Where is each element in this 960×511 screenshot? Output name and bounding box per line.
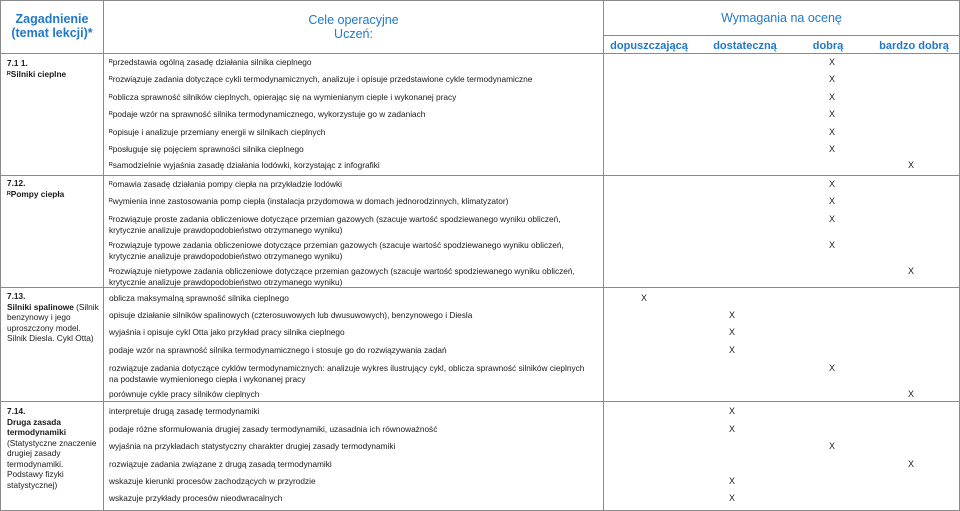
topic-description: (Statystyczne znaczenie drugiej zasady termodynamiki. Podstawy fizyki statystycznej) — [7, 437, 97, 490]
topic-header-title: Zagadnienie — [15, 12, 89, 26]
grade-mark: X — [728, 424, 735, 434]
column-divider-goals — [603, 0, 604, 511]
table-border-left — [0, 0, 1, 511]
grade-mark: X — [828, 127, 835, 137]
grade-mark: X — [828, 441, 835, 451]
requirement-text: ᴿrozwiązuje typowe zadania obliczeniowe dotyczące przemian gazowych (szacuje wartość spodziewanego wyniku obliczeń, krytycznie analizuje prawdopodobieństwo otrzymanego wyniku) — [109, 240, 564, 261]
topic-cell — [7, 178, 101, 199]
topic-number: 7.1 1. — [7, 58, 28, 68]
grade-header-dopuszczajaca: dopuszczającą — [610, 40, 688, 52]
requirement-text: wyjaśnia na przykładach statystyczny charakter drugiej zasady termodynamiki — [109, 441, 396, 451]
grade-mark: X — [828, 109, 835, 119]
grade-mark: X — [728, 493, 735, 503]
grade-mark: X — [907, 266, 914, 276]
goals-header-subtitle: Uczeń: — [334, 27, 373, 41]
requirement-text: ᴿomawia zasadę działania pompy ciepła na przykładzie lodówki — [109, 179, 342, 189]
grades-header-title: Wymagania na ocenę — [721, 11, 842, 25]
table-border-top — [0, 0, 960, 1]
requirement-text: ᴿrozwiązuje nietypowe zadania obliczeniowe dotyczące przemian gazowych (szacuje wartość spodziewanego wyniku obliczeń, krytycznie analizuje prawdopodobieństwo otrzymanego wyniku) — [109, 266, 575, 287]
topic-cell — [7, 406, 101, 490]
grade-mark: X — [907, 160, 914, 170]
requirement-text: wskazuje kierunki procesów zachodzących w przyrodzie — [109, 476, 316, 486]
grade-mark: X — [728, 310, 735, 320]
topic-cell — [7, 58, 101, 79]
grade-mark: X — [828, 196, 835, 206]
topic-description: (Silnik benzynowy i jego uproszczony model. Silnik Diesla. Cykl Otta) — [7, 301, 99, 343]
grade-mark: X — [828, 92, 835, 102]
requirement-text: ᴿoblicza sprawność silników cieplnych, opierając się na wymienianym cieple i wykonanej pracy — [109, 92, 457, 102]
grade-mark: X — [828, 57, 835, 67]
section-divider-3 — [0, 401, 960, 402]
topic-name: ᴿSilniki cieplne — [7, 68, 67, 79]
grade-mark: X — [728, 476, 735, 486]
topic-header-subtitle: (temat lekcji)* — [11, 26, 93, 40]
requirement-text: interpretuje drugą zasadę termodynamiki — [109, 406, 260, 416]
grade-mark: X — [828, 144, 835, 154]
requirement-text: ᴿopisuje i analizuje przemiany energii w silnikach cieplnych — [109, 127, 326, 137]
header-bottom-line — [0, 53, 960, 54]
requirement-text: ᴿposługuje się pojęciem sprawności silnika cieplnego — [109, 144, 304, 154]
requirement-text: ᴿpodaje wzór na sprawność silnika termodynamicznego, wykorzystuje go w zadaniach — [109, 109, 426, 119]
grade-mark: X — [907, 389, 914, 399]
requirement-text: ᴿsamodzielnie wyjaśnia zasadę działania lodówki, korzystając z infografiki — [109, 160, 380, 170]
goals-header-title: Cele operacyjne — [308, 13, 399, 27]
section-divider-2 — [0, 287, 960, 288]
grade-mark: X — [828, 363, 835, 373]
requirement-text: porównuje cykle pracy silników cieplnych — [109, 389, 260, 399]
requirement-text: rozwiązuje zadania dotyczące cyklów termodynamicznych: analizuje wykres ilustrujący cykl, oblicza sprawność silników cieplnych na podstawie wymienionego ciepła i wykonanej pracy — [109, 363, 585, 384]
topic-name: Silniki spalinowe — [7, 301, 74, 312]
requirement-text: ᴿrozwiązuje proste zadania obliczeniowe dotyczące przemian gazowych (szacuje wartość spodziewanego wyniku obliczeń, krytycznie analizuje prawdopodobieństwo otrzymanego wyniku) — [109, 214, 561, 235]
requirement-text: oblicza maksymalną sprawność silnika cieplnego — [109, 293, 289, 303]
grade-mark: X — [828, 240, 835, 250]
requirement-text: ᴿprzedstawia ogólną zasadę działania silnika cieplnego — [109, 57, 312, 67]
grade-mark: X — [728, 406, 735, 416]
requirement-text: podaje różne sformułowania drugiej zasady termodynamiki, uzasadnia ich równoważność — [109, 424, 438, 434]
section-divider-1 — [0, 175, 960, 176]
requirement-text: ᴿrozwiązuje zadania dotyczące cykli termodynamicznych, analizuje i opisuje przedstawione cykle termodynamiczne — [109, 74, 533, 84]
topic-number: 7.12. — [7, 178, 26, 188]
requirement-text: opisuje działanie silników spalinowych (czterosuwowych lub dwusuwowych), benzynowego i Diesla — [109, 310, 473, 320]
requirement-text: wskazuje przykłady procesów nieodwracalnych — [109, 493, 283, 503]
requirement-text: rozwiązuje zadania związane z drugą zasadą termodynamiki — [109, 459, 332, 469]
topic-number: 7.13. — [7, 291, 26, 301]
grade-header-dobra: dobrą — [812, 40, 844, 52]
grade-header-divider — [603, 35, 960, 36]
grade-mark: X — [828, 74, 835, 84]
topic-header — [2, 12, 102, 40]
grade-mark: X — [728, 327, 735, 337]
grade-mark: X — [640, 293, 647, 303]
requirement-text: wyjaśnia i opisuje cykl Otta jako przykład pracy silnika cieplnego — [109, 327, 345, 337]
topic-cell — [7, 291, 101, 344]
grade-mark: X — [728, 345, 735, 355]
grade-mark: X — [828, 214, 835, 224]
grade-header-bardzo-dobra: bardzo dobrą — [879, 40, 949, 52]
requirement-text: podaje wzór na sprawność silnika termodynamicznego i stosuje go do rozwiązywania zadań — [109, 345, 447, 355]
topic-number: 7.14. — [7, 406, 26, 416]
requirement-text: ᴿwymienia inne zastosowania pomp ciepła (instalacja przydomowa w domach jednorodzinnych, klimatyzator) — [109, 196, 509, 206]
column-divider-topic — [103, 0, 104, 511]
grade-header-dostateczna: dostateczną — [713, 40, 777, 52]
topic-name: Druga zasada termodynamiki — [7, 416, 67, 437]
grade-mark: X — [907, 459, 914, 469]
grade-mark: X — [828, 179, 835, 189]
goals-header — [104, 13, 603, 41]
topic-name: ᴿPompy ciepła — [7, 188, 65, 199]
